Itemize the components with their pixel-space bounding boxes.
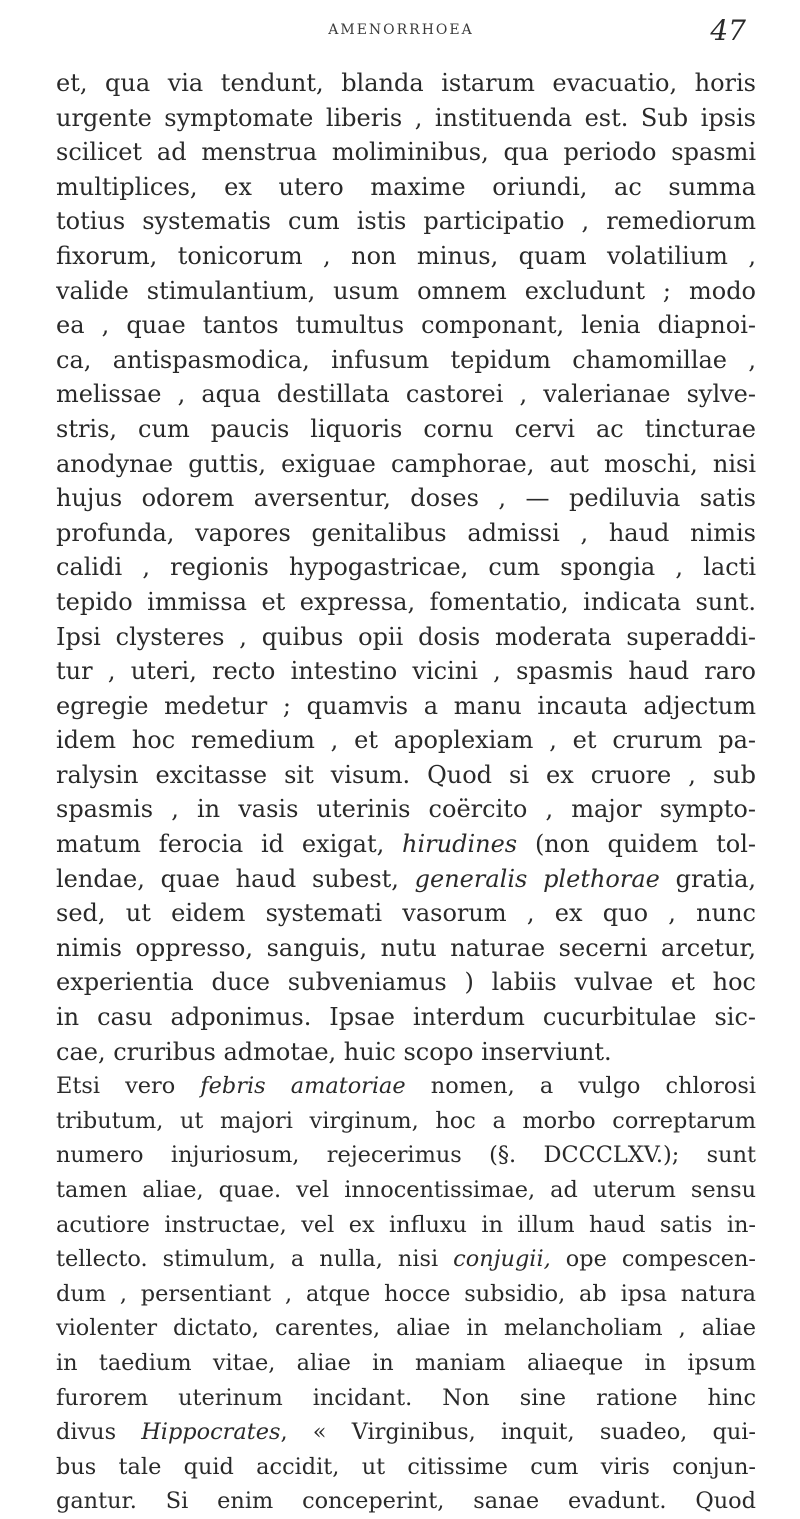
text-segment: lendae, quae haud subest, (56, 864, 415, 893)
text-segment: fixorum, tonicorum , non minus, quam volatilium , (56, 241, 756, 270)
running-head: AMENORRHOEA (328, 22, 474, 38)
text-line (56, 101, 756, 136)
text-line (56, 689, 756, 724)
paragraph (56, 1069, 756, 1519)
text-line (56, 239, 756, 274)
text-segment: spasmis , in vasis uterinis coërcito , major sympto- (56, 795, 756, 824)
text-line (56, 135, 756, 170)
text-line (56, 1277, 756, 1312)
italic-segment: hirudines (402, 830, 518, 859)
page-number: 47 (710, 14, 746, 47)
text-segment: nomen, a vulgo chlorosi (405, 1073, 756, 1100)
text-segment: tellecto. stimulum, a nulla, nisi (56, 1246, 454, 1273)
text-segment: Ipsi clysteres , quibus opii dosis moderata superaddi- (56, 622, 756, 651)
text-segment: Etsi vero (56, 1073, 201, 1100)
text-segment: ope compescen- (550, 1246, 756, 1273)
italic-segment: generalis plethorae (414, 864, 660, 893)
text-segment: tamen aliae, quae. vel innocentissimae, ad uterum sensu (56, 1177, 756, 1203)
text-line (56, 723, 756, 758)
text-segment: divus (56, 1419, 142, 1446)
text-line (56, 377, 756, 412)
text-line (56, 412, 756, 447)
paragraph (56, 66, 756, 1069)
text-line (56, 654, 756, 689)
italic-segment: febris amatoriae (200, 1073, 406, 1100)
text-segment: et, qua via tendunt, blanda istarum evacuatio, horis (56, 69, 756, 97)
text-line (56, 1173, 756, 1208)
text-line (56, 827, 756, 862)
text-segment: melissae , aqua destillata castorei , valerianae sylve- (56, 380, 756, 409)
text-line (56, 1311, 756, 1346)
text-line (56, 1415, 756, 1450)
text-line (56, 1346, 756, 1381)
text-segment: acutiore instructae, vel ex influxu in illum haud satis in- (56, 1211, 756, 1238)
text-segment: urgente symptomate liberis , instituenda est. Sub ipsis (56, 103, 756, 132)
text-segment: cae, cruribus admotae, huic scopo inserviunt. (56, 1037, 612, 1066)
text-segment: tepido immissa et expressa, fomentatio, indicata sunt. (56, 587, 756, 616)
text-segment: furorem uterinum incidant. Non sine ratione hinc (56, 1384, 756, 1411)
text-line (56, 204, 756, 239)
text-segment: in casu adponimus. Ipsae interdum cucurbitulae sic- (56, 1003, 756, 1032)
text-segment: bus tale quid accidit, ut citissime cum viris conjun- (56, 1453, 756, 1480)
text-line (56, 862, 756, 897)
text-line (56, 1069, 756, 1104)
text-line (56, 965, 756, 1000)
text-segment: numero injuriosum, rejecerimus (§. DCCCLXV.); sunt (56, 1142, 756, 1169)
text-line (56, 343, 756, 378)
text-segment: sed, ut eidem systemati vasorum , ex quo , nunc (56, 899, 756, 928)
text-line (56, 1104, 756, 1139)
text-segment: gratia, (659, 864, 756, 893)
text-segment: ea , quae tantos tumultus componant, lenia diapnoi- (56, 311, 756, 340)
text-segment: nimis oppresso, sanguis, nutu naturae secerni arcetur, (56, 933, 756, 962)
text-segment: hujus odorem aversentur, doses , — pediluvia satis (56, 484, 756, 513)
text-segment: ralysin excitasse sit visum. Quod si ex cruore , sub (56, 760, 756, 789)
text-segment: in taedium vitae, aliae in maniam aliaeque in ipsum (56, 1349, 756, 1376)
text-line (56, 66, 756, 101)
text-segment: (non quidem tol- (517, 830, 756, 859)
text-line (56, 896, 756, 931)
text-segment: valide stimulantium, usum omnem excludunt ; modo (56, 276, 756, 305)
text-segment: calidi , regionis hypogastricae, cum spongia , lacti (56, 553, 756, 582)
text-line (56, 550, 756, 585)
text-segment: totius systematis cum istis participatio , remediorum (56, 207, 756, 236)
text-segment: egregie medetur ; quamvis a manu incauta adjectum (56, 691, 756, 720)
text-line (56, 585, 756, 620)
text-line (56, 516, 756, 551)
text-segment: tur , uteri, recto intestino vicini , spasmis haud raro (56, 657, 756, 686)
text-line (56, 1208, 756, 1243)
text-line (56, 758, 756, 793)
text-segment: experientia duce subveniamus ) labiis vulvae et hoc (56, 968, 756, 997)
text-line (56, 1242, 756, 1277)
text-line (56, 170, 756, 205)
text-segment: idem hoc remedium , et apoplexiam , et crurum pa- (56, 726, 756, 755)
text-line (56, 1138, 756, 1173)
text-segment: multiplices, ex utero maxime oriundi, ac summa (56, 172, 756, 201)
text-line (56, 1450, 756, 1485)
text-line (56, 447, 756, 482)
text-segment: violenter dictato, carentes, aliae in melancholiam , aliae (56, 1315, 756, 1342)
text-line (56, 931, 756, 966)
text-line (56, 308, 756, 343)
text-segment: profunda, vapores genitalibus admissi , haud nimis (56, 518, 756, 547)
text-line (56, 792, 756, 827)
page-header (56, 14, 746, 58)
italic-segment: conjugii, (453, 1246, 551, 1273)
text-line (56, 274, 756, 309)
text-line (56, 1000, 756, 1035)
text-segment: gantur. Si enim conceperint, sanae evadunt. Quod (56, 1488, 756, 1515)
text-segment: ca, antispasmodica, infusum tepidum chamomillae , (56, 345, 756, 374)
text-segment: scilicet ad menstrua moliminibus, qua periodo spasmi (56, 138, 756, 167)
text-segment: dum , persentiant , atque hocce subsidio, ab ipsa natura (56, 1280, 756, 1307)
text-segment: tributum, ut majori virginum, hoc a morbo correptarum (56, 1107, 756, 1134)
text-segment: , « Virginibus, inquit, suadeo, qui- (280, 1419, 756, 1446)
text-line (56, 1484, 756, 1519)
italic-segment: Hippocrates (141, 1419, 281, 1446)
text-line (56, 1035, 756, 1070)
text-line (56, 620, 756, 655)
text-segment: anodynae guttis, exiguae camphorae, aut moschi, nisi (56, 449, 756, 478)
text-segment: matum ferocia id exigat, (56, 830, 403, 859)
body-text (56, 66, 756, 1519)
text-segment: stris, cum paucis liquoris cornu cervi ac tincturae (56, 414, 756, 443)
text-line (56, 481, 756, 516)
text-line (56, 1381, 756, 1416)
